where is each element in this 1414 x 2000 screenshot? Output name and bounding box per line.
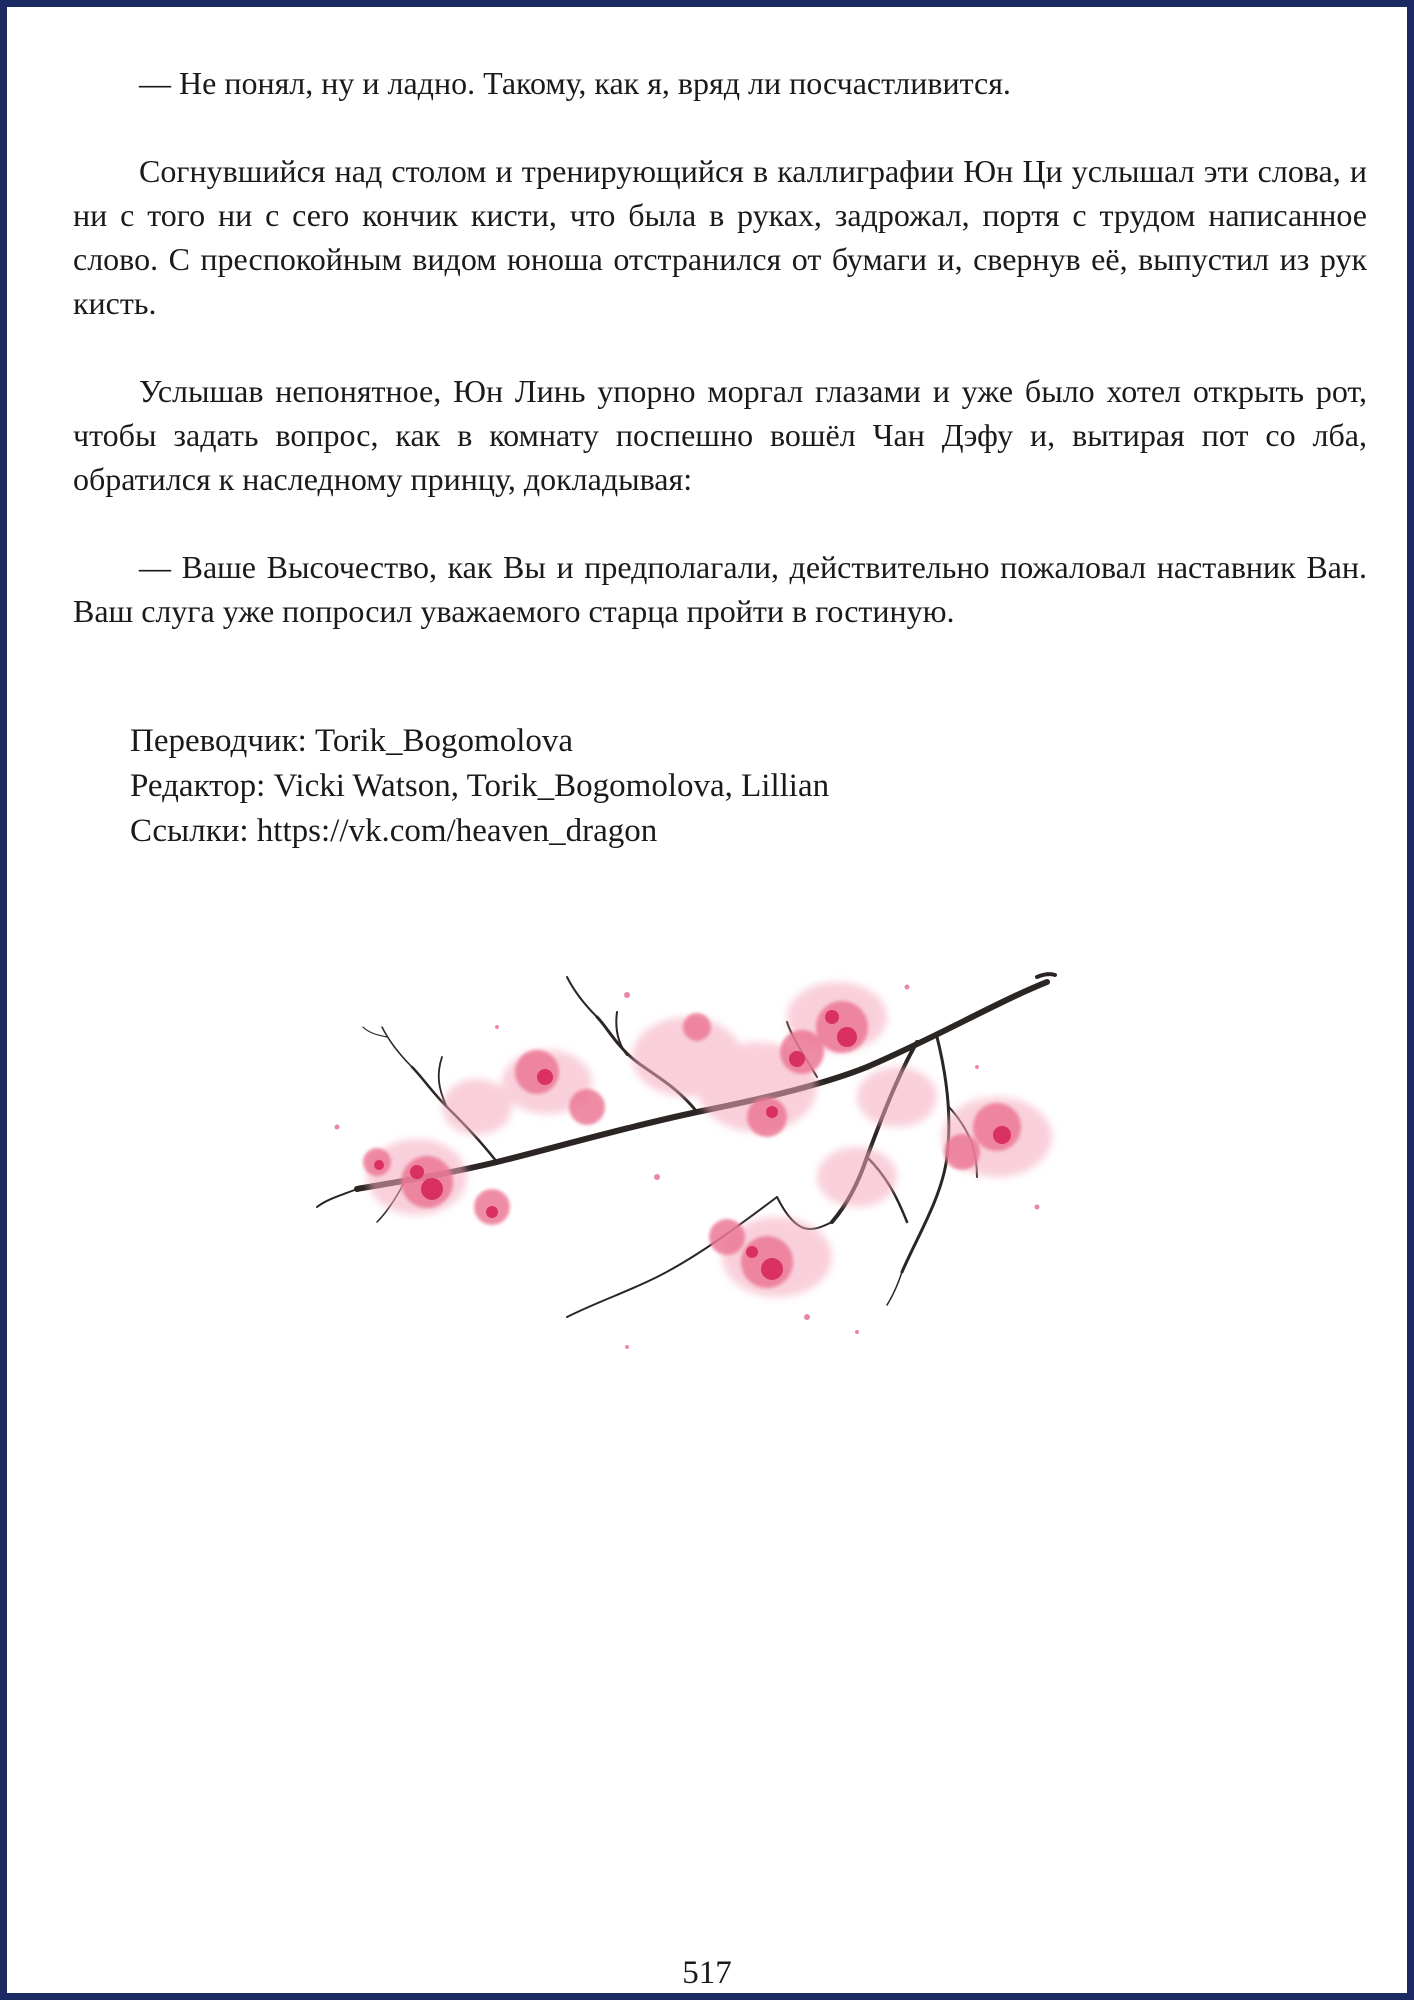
cherry-blossom-illustration bbox=[297, 877, 1077, 1397]
translator-credit: Переводчик: Torik_Bogomolova bbox=[130, 723, 574, 759]
editor-credit: Редактор: Vicki Watson, Torik_Bogomolova, Lillian bbox=[130, 768, 830, 804]
paragraph-2: Согнувшийся над столом и тренирующийся в каллиграфии Юн Ци услышал эти слова, и ни с того ни с сего кончик кисти, что была в руках, задрожал, портя с трудом написанное слово. С преспокойным видом юноша отстранился от бумаги и, свернув её, выпустил из рук кисть. bbox=[73, 153, 1367, 321]
page-number: 517 bbox=[682, 1955, 732, 1991]
paragraph-1: — Не понял, ну и ладно. Такому, как я, вряд ли посчастливится. bbox=[139, 65, 1011, 101]
body-text bbox=[73, 61, 1367, 677]
links-credit: Ссылки: https://vk.com/heaven_dragon bbox=[130, 813, 658, 849]
paragraph-4: — Ваше Высочество, как Вы и предполагали, действительно пожаловал наставник Ван. Ваш слуга уже попросил уважаемого старца пройти в гостиную. bbox=[73, 549, 1367, 629]
credits-block bbox=[130, 719, 829, 854]
paragraph-3: Услышав непонятное, Юн Линь упорно моргал глазами и уже было хотел открыть рот, чтобы задать вопрос, как в комнату поспешно вошёл Чан Дэфу и, вытирая пот со лба, обратился к наследному принцу, докладывая: bbox=[73, 373, 1367, 497]
